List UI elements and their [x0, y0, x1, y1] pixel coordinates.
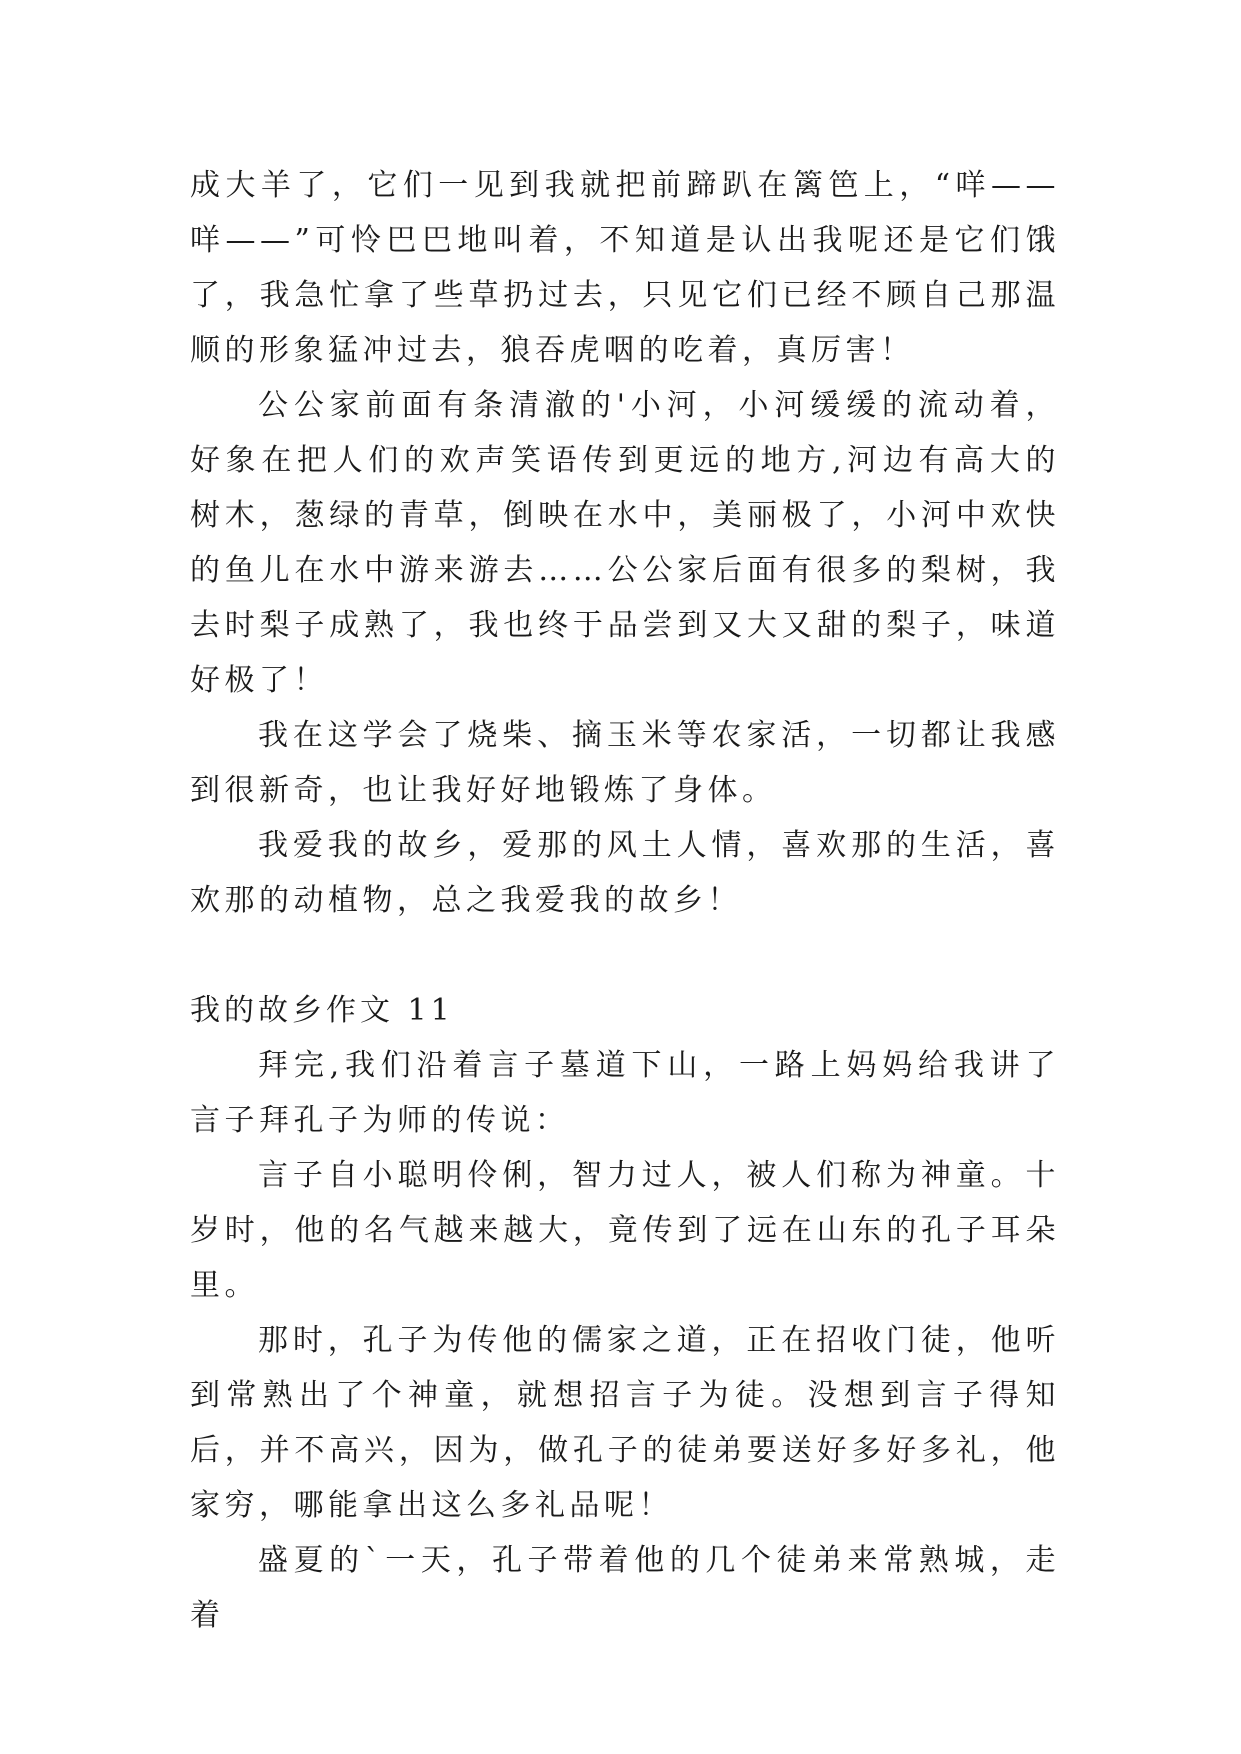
document-body: [190, 158, 1060, 1643]
paragraph-summer-day: 盛夏的`一天，孔子带着他的几个徒弟来常熟城，走着: [190, 1543, 1060, 1633]
section-heading: 我的故乡作文 11: [190, 993, 454, 1028]
section-spacer: [190, 928, 1060, 983]
paragraph-river: 公公家前面有条清澈的'小河，小河缓缓的流动着，好象在把人们的欢声笑语传到更远的地方,河边有高大的树木，葱绿的青草，倒映在水中，美丽极了，小河中欢快的鱼儿在水中游来游去……公公家后面有很多的梨树，我去时梨子成熟了，我也终于品尝到又大又甜的梨子，味道好极了！: [190, 388, 1060, 698]
paragraph-love-hometown: 我爱我的故乡，爱那的风土人情，喜欢那的生活，喜欢那的动植物，总之我爱我的故乡！: [190, 828, 1060, 918]
paragraph-prodigy: 言子自小聪明伶俐，智力过人，被人们称为神童。十岁时，他的名气越来越大，竟传到了远在山东的孔子耳朵里。: [190, 1158, 1060, 1303]
paragraph-descend-mountain: 拜完,我们沿着言子墓道下山，一路上妈妈给我讲了言子拜孔子为师的传说：: [190, 1048, 1060, 1138]
paragraph-continued: 成大羊了，它们一见到我就把前蹄趴在篱笆上，“咩——咩——”可怜巴巴地叫着，不知道是认出我呢还是它们饿了，我急忙拿了些草扔过去，只见它们已经不顾自己那温顺的形象猛冲过去，狼吞虎咽的吃着，真厉害！: [190, 168, 1060, 368]
paragraph-farm-work: 我在这学会了烧柴、摘玉米等农家活，一切都让我感到很新奇，也让我好好地锻炼了身体。: [190, 718, 1060, 808]
paragraph-confucius-disciples: 那时，孔子为传他的儒家之道，正在招收门徒，他听到常熟出了个神童，就想招言子为徒。没想到言子得知后，并不高兴，因为，做孔子的徒弟要送好多好多礼，他家穷，哪能拿出这么多礼品呢！: [190, 1323, 1060, 1523]
